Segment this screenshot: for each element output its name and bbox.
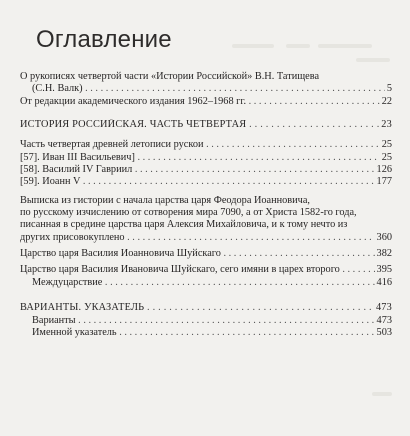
toc-entry-text: Междуцарствие [32,276,103,288]
toc-page-number: 395 [376,264,392,276]
toc-section-variants[interactable] [20,302,392,314]
toc-page-number: 382 [376,248,392,260]
toc-page-number: 23 [381,119,392,131]
toc-page-number: 360 [376,231,392,243]
toc-entry-ioann-v[interactable] [20,176,392,188]
toc-entry-text-cont: других присовокуплено [20,231,125,243]
toc-entry-text: Царство царя Василия Иоанновича Шуйскаго [20,248,221,260]
toc-entry-text: ИСТОРИЯ РОССИЙСКАЯ. ЧАСТЬ ЧЕТВЕРТАЯ [20,119,247,131]
toc-entry-variants[interactable] [20,315,392,327]
toc-entry-manuscripts[interactable] [20,71,392,96]
toc-page-number: 416 [376,276,392,288]
toc-page-number: 5 [386,83,392,95]
toc-page-number: 22 [381,95,392,107]
toc-entry-extract[interactable] [20,195,392,244]
toc-entry-text: Выписка из гистории с начала царства царя Феодора Иоанновича, [20,194,310,206]
toc-entry-text: Именной указатель [32,326,117,338]
toc-entry-text: О рукописях четвертой части «Истории Российской» В.Н. Татищева [20,71,320,82]
toc-page-number: 177 [376,176,392,188]
toc-entry-shuisky-second[interactable] [20,264,392,276]
toc-entry-text-cont: по русскому изчислению от сотворения мира 7090, а от Христа 1582-го года, [20,207,357,219]
page-title: Оглавление [36,26,172,53]
toc-page-number: 126 [376,164,392,176]
toc-entry-interregnum[interactable] [20,277,392,289]
toc-entry-vasily-iv[interactable] [20,164,392,176]
toc-entry-text: [57]. Иван III Васильевич] [20,151,135,163]
toc-section-history[interactable] [20,119,392,131]
toc-page-number: 473 [376,314,392,326]
toc-page-number: 503 [376,326,392,338]
toc-page-number: 25 [381,151,392,163]
toc-entry-text: Часть четвертая древней летописи рускои [20,139,204,151]
toc-entry-text: [58]. Василий IV Гавриил [20,164,133,176]
toc-page-number: 473 [375,302,392,314]
toc-entry-text: Царство царя Василия Ивановича Шуйскаго, сего имяни в царех второго [20,264,340,276]
toc-entry-text-cont: писанная в средине царства царя Алексия Михайловича, и к тому нечто из [20,219,348,231]
toc-entry-text: Варианты [32,314,76,326]
table-of-contents [20,71,392,339]
toc-entry-name-index[interactable] [20,327,392,339]
toc-entry-ivan-iii[interactable] [20,152,392,164]
toc-entry-editorial[interactable] [20,96,392,108]
toc-entry-text: От редакции академического издания 1962–1968 гг. [20,95,247,107]
toc-entry-text-cont: (С.Н. Валк) [32,83,83,95]
toc-entry-shuisky-reign[interactable] [20,248,392,260]
toc-page-number: 25 [381,139,392,151]
toc-entry-text: [59]. Иоанн V [20,176,81,188]
toc-entry-part-four[interactable] [20,139,392,151]
toc-entry-text: ВАРИАНТЫ. УКАЗАТЕЛЬ [20,302,145,314]
